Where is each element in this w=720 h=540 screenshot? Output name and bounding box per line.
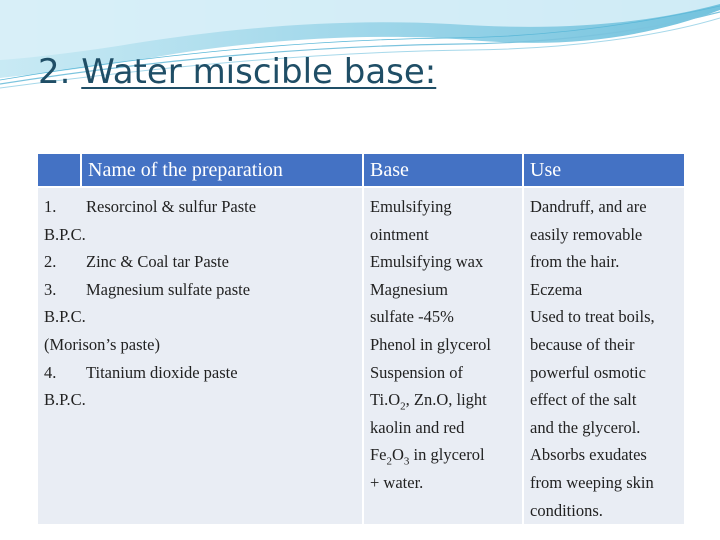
use-line: because of their	[530, 334, 635, 354]
slide-title-prefix: 2.	[38, 52, 82, 92]
slide-title	[38, 52, 436, 92]
use-line: effect of the salt	[530, 390, 637, 410]
use-line: and the glycerol.	[530, 417, 641, 437]
use-line: Eczema	[530, 279, 583, 299]
list-item: B.P.C.	[44, 307, 86, 327]
list-item: 4. Titanium dioxide paste	[44, 362, 238, 382]
header-use: Use	[523, 153, 685, 187]
header-name-of-preparation: Name of the preparation	[81, 153, 363, 187]
base-line: Phenol in glycerol	[370, 334, 491, 354]
list-item: B.P.C.	[44, 390, 86, 410]
use-cell	[523, 187, 685, 525]
list-item: 2. Zinc & Coal tar Paste	[44, 252, 229, 272]
base-line: sulfate -45%	[370, 307, 454, 327]
header-base: Base	[363, 153, 523, 187]
base-line: $Ti.O_2$, Zn.O, light	[370, 390, 487, 413]
table-row	[37, 187, 685, 525]
base-line: Emulsifying	[370, 197, 452, 216]
slide-title-underlined: Water miscible base:	[81, 52, 437, 92]
base-line: Emulsifying wax	[370, 252, 484, 272]
use-line: Absorbs exudates	[530, 445, 647, 465]
table-header-row	[37, 153, 685, 187]
base-line: Suspension of	[370, 362, 464, 382]
list-item: (Morison’s paste)	[44, 334, 160, 354]
base-cell	[363, 187, 523, 525]
base-line: + water.	[370, 472, 424, 492]
use-line: Used to treat boils,	[530, 307, 655, 327]
use-line: easily removable	[530, 224, 643, 244]
base-line: Magnesium	[370, 279, 448, 299]
list-item: B.P.C.	[44, 224, 86, 244]
base-line: ointment	[370, 224, 429, 244]
base-line: $Fe_2O_3$ in glycerol	[370, 445, 485, 468]
list-item: 1. Resorcinol & sulfur Paste	[44, 197, 257, 216]
list-item: 3. Magnesium sulfate paste	[44, 279, 251, 299]
preparation-names-cell	[37, 187, 363, 525]
base-line: kaolin and red	[370, 417, 465, 437]
header-spacer-cell	[37, 153, 81, 187]
use-line: from weeping skin	[530, 472, 654, 492]
use-line: conditions.	[530, 500, 603, 520]
use-line: Dandruff, and are	[530, 197, 647, 216]
use-line: from the hair.	[530, 252, 620, 272]
preparations-table	[36, 152, 686, 526]
use-line: powerful osmotic	[530, 362, 646, 382]
